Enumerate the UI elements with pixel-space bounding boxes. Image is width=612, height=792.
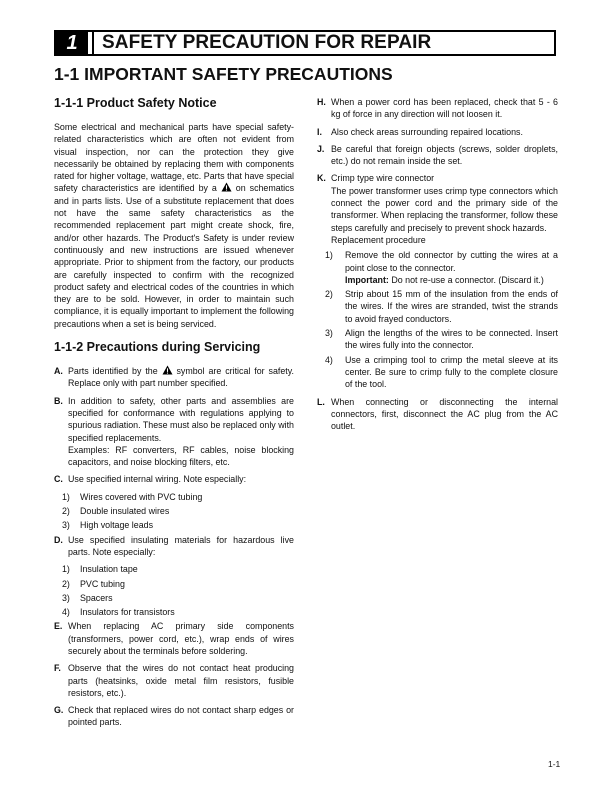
notice-heading: 1-1-1 Product Safety Notice — [54, 96, 217, 110]
notice-paragraph — [54, 121, 294, 330]
list-item: 3) High voltage leads — [62, 520, 154, 531]
list-item: 2) PVC tubing — [62, 578, 125, 589]
section-title: 1-1 IMPORTANT SAFETY PRECAUTIONS — [54, 64, 393, 84]
important-note: Important: Do not re-use a connector. (Discard it.) — [345, 274, 544, 285]
precaution-h-text: When a power cord has been replaced, check that 5 - 6 kg of force in any direction will not loosen it. — [331, 97, 558, 120]
precaution-k-text: Crimp type wire connector — [331, 173, 435, 184]
precaution-b-text: In addition to safety, other parts and assemblies are specified for conformance with regulations applying to spurious radiation. These must also be replaced only with specified replacements. — [68, 395, 294, 443]
item-letter: B. — [54, 395, 63, 406]
precaution-l-text: When connecting or disconnecting the internal connectors, first, disconnect the AC plug from the AC outlet. — [331, 396, 558, 432]
list-item: 1) Wires covered with PVC tubing — [62, 491, 203, 502]
precaution-c — [54, 473, 294, 485]
precaution-l — [317, 396, 558, 433]
warning-triangle-icon — [221, 182, 232, 192]
chapter-title: SAFETY PRECAUTION FOR REPAIR — [92, 32, 554, 54]
item-letter: K. — [317, 173, 326, 184]
precaution-j-text: Be careful that foreign objects (screws, solder droplets, etc.) do not remain inside the set. — [331, 143, 558, 167]
notice-text-part-b: on schematics and in parts lists. Use of a substitute replacement that does not have the same safety characteristics as the recommended replacement part might create shock, fire, and/or other hazards. The Product's Safety is under review continuously and new instructions are issued whenever appropriate. Prior to shipment from the factory, our products are carefully inspected to confirm with the recognized product safety and electrical codes of the countries in which they are to be sold. However, in order to maintain such compliance, it is equally important to implement the following precautions when a set is being serviced. — [54, 183, 295, 329]
precaution-k — [317, 172, 558, 246]
warning-triangle-icon — [162, 365, 173, 375]
item-letter: H. — [317, 97, 326, 107]
precaution-g — [54, 704, 294, 729]
precaution-a-text-b: symbol are critical for safety. Replace only with part number specified. — [68, 366, 294, 389]
replacement-procedure-label: Replacement procedure — [331, 234, 426, 245]
precaution-f — [54, 662, 294, 699]
procedure-step: 4) Use a crimping tool to crimp the metal sleeve at its center. Be sure to crimp fully to the complete closure of the tool. — [325, 354, 558, 390]
item-letter: J. — [317, 143, 325, 154]
precaution-h — [317, 96, 558, 121]
precaution-j — [317, 143, 558, 168]
item-letter: G. — [54, 705, 64, 716]
list-item: 3) Spacers — [62, 592, 113, 603]
precaution-i — [317, 126, 558, 138]
precaution-c-text: Use specified internal wiring. Note especially: — [68, 474, 247, 485]
right-column — [317, 96, 558, 437]
procedure-step: 2) Strip about 15 mm of the insulation from the ends of the wires. If the wires are stranded, twist the strands to avoid frayed conductors. — [325, 289, 558, 324]
item-letter: I. — [317, 126, 322, 137]
item-letter: C. — [54, 474, 63, 485]
item-letter: E. — [54, 621, 63, 632]
item-letter: F. — [54, 663, 61, 674]
chapter-header — [54, 30, 556, 56]
item-letter: L. — [317, 396, 325, 407]
list-item: 1) Insulation tape — [62, 564, 138, 575]
item-letter: D. — [54, 534, 63, 545]
precaution-b-examples: Examples: RF converters, RF cables, noise blocking capacitors, and noise blocking filters, etc. — [68, 444, 294, 468]
precaution-b — [54, 395, 294, 469]
servicing-heading: 1-1-2 Precautions during Servicing — [54, 340, 261, 355]
precaution-a-text-a: Parts identified by the — [68, 366, 158, 377]
precaution-e — [54, 620, 294, 657]
precaution-i-text: Also check areas surrounding repaired locations. — [331, 126, 523, 137]
list-item: 2) Double insulated wires — [62, 506, 170, 517]
page-number: 1-1 — [548, 759, 561, 769]
list-item: 4) Insulators for transistors — [62, 607, 175, 618]
item-letter: A. — [54, 366, 63, 377]
precaution-f-text: Observe that the wires do not contact heat producing parts (heatsinks, oxide metal film resistors, fusible resistors, etc.). — [68, 663, 294, 698]
precaution-k-paragraph: The power transformer uses crimp type connectors which connect the power cord and the primary side of the transformer. When replacing the transformer, follow these steps carefully and precisely to prevent shock hazards. — [331, 185, 558, 233]
left-column — [54, 96, 294, 734]
precaution-d-text: Use specified insulating materials for hazardous live parts. Note especially: — [68, 534, 294, 557]
precaution-a — [54, 365, 294, 390]
procedure-step: 3) Align the lengths of the wires to be connected. Insert the wires fully into the connector. — [325, 328, 558, 351]
precaution-e-text: When replacing AC primary side components (transformers, power cord, etc.), wrap ends of wires securely about the terminals before soldering. — [68, 621, 294, 656]
notice-text-part-a: Some electrical and mechanical parts have special safety-related characteristics which are often not evident from visual inspection, nor can the protection they give necessarily be obtained by replacing them with components rated for higher voltage, wattage, etc. Parts that have special safety characteristics are identified by a — [54, 122, 294, 194]
precaution-d — [54, 534, 294, 559]
precaution-g-text: Check that replaced wires do not contact sharp edges or pointed parts. — [68, 705, 294, 728]
procedure-step: 1) Remove the old connector by cutting the wires at a point close to the connector. Important: Do not re-use a connector. (Discard it.) — [325, 250, 558, 285]
chapter-number: 1 — [56, 32, 88, 54]
